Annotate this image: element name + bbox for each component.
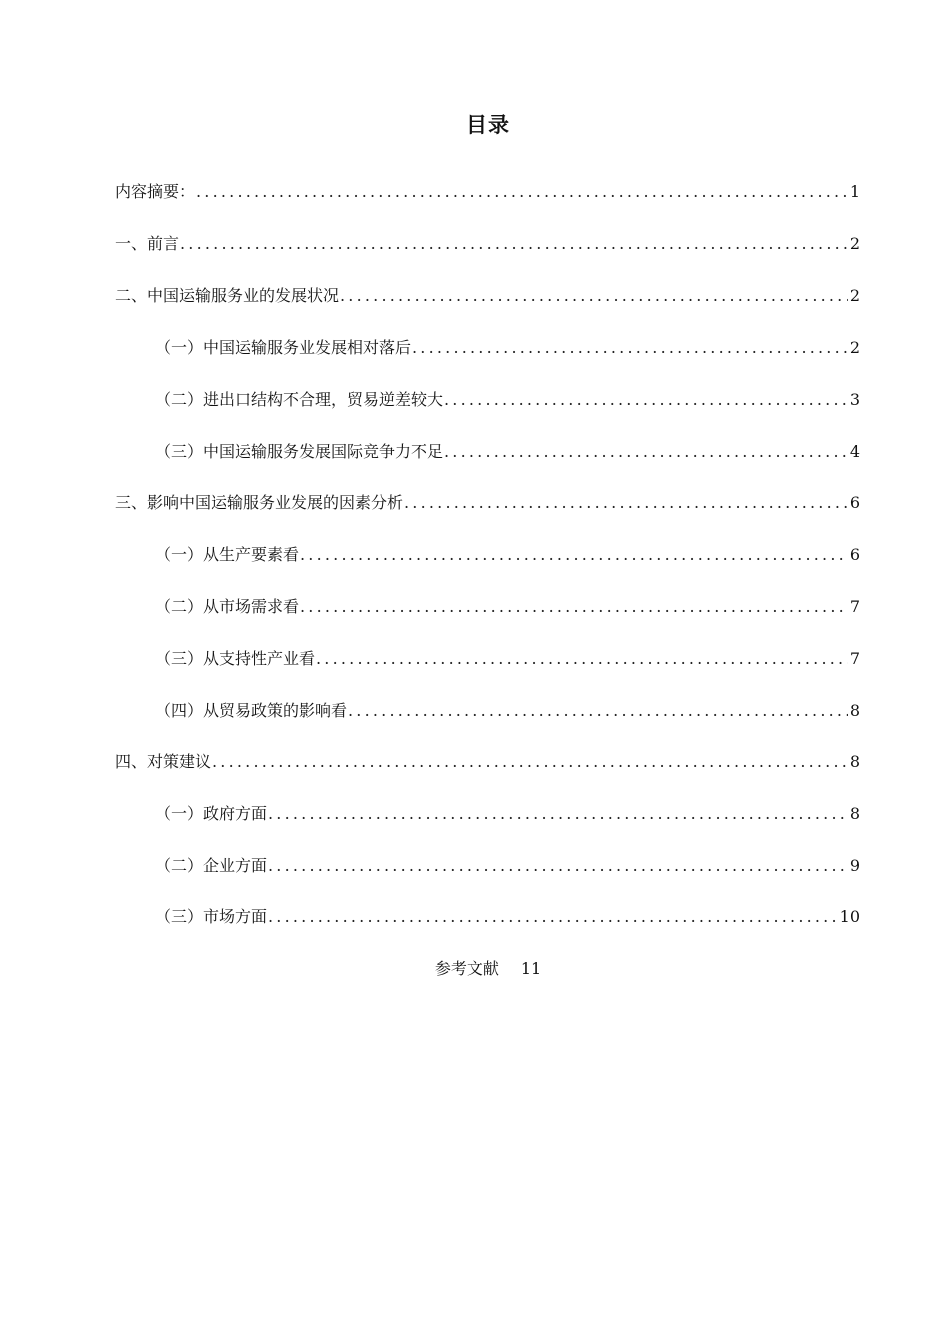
toc-page-number: 7	[849, 649, 860, 668]
toc-entry-section-4-3[interactable]	[155, 900, 860, 934]
toc-entry-text: （一）政府方面	[155, 804, 268, 823]
toc-entry-references[interactable]	[0, 955, 950, 983]
toc-dot-leader	[412, 331, 848, 365]
toc-dot-leader	[268, 797, 848, 831]
toc-entry-section-2-1[interactable]	[155, 331, 860, 365]
toc-page-number: 8	[849, 701, 860, 720]
page-title: 目录	[466, 113, 510, 137]
toc-page-number: 4	[849, 442, 860, 461]
toc-entry-text: （一）中国运输服务业发展相对落后	[155, 338, 412, 357]
toc-dot-leader	[316, 642, 848, 676]
toc-page-number: 8	[849, 752, 860, 771]
toc-entry-section-3-1[interactable]	[155, 538, 860, 572]
toc-entry-section-4-2[interactable]	[155, 849, 860, 883]
toc-dot-leader	[300, 538, 848, 572]
toc-page-number: 6	[849, 493, 860, 512]
toc-page-number: 2	[849, 234, 860, 253]
toc-dot-leader	[340, 279, 848, 313]
toc-page-number: 3	[849, 390, 860, 409]
toc-entry-text: （二）企业方面	[155, 856, 268, 875]
toc-entry-text: 内容摘要：	[115, 182, 196, 201]
toc-entry-section-3-2[interactable]	[155, 590, 860, 624]
toc-entry-section-2-2[interactable]	[155, 383, 860, 417]
toc-dot-leader	[212, 745, 848, 779]
toc-entry-section-3-3[interactable]	[155, 642, 860, 676]
toc-dot-leader	[404, 486, 848, 520]
toc-entry-section-2-3[interactable]	[155, 435, 860, 469]
toc-entry-text: （二）进出口结构不合理，贸易逆差较大	[155, 390, 444, 409]
toc-page-number: 7	[849, 597, 860, 616]
toc-entry-text: （三）中国运输服务发展国际竞争力不足	[155, 442, 444, 461]
toc-entry-section-4[interactable]	[115, 745, 860, 779]
toc-entry-text: （三）市场方面	[155, 907, 268, 926]
toc-page-number: 1	[849, 182, 860, 201]
toc-entry-text: 二、中国运输服务业的发展状况	[115, 286, 340, 305]
toc-dot-leader	[196, 175, 848, 209]
toc-dot-leader	[268, 900, 838, 934]
toc-entry-text: （二）从市场需求看	[155, 597, 300, 616]
toc-page-number: 2	[849, 338, 860, 357]
references-label: 参考文献	[434, 959, 499, 978]
toc-page-number: 6	[849, 545, 860, 564]
toc-page-number: 10	[839, 907, 860, 926]
toc-page-number: 2	[849, 286, 860, 305]
toc-dot-leader	[300, 590, 848, 624]
toc-entry-text: （四）从贸易政策的影响看	[155, 701, 348, 720]
toc-dot-leader	[444, 435, 848, 469]
toc-entry-text: （三）从支持性产业看	[155, 649, 316, 668]
toc-entry-text: 一、前言	[115, 234, 180, 253]
toc-dot-leader	[180, 227, 848, 261]
toc-entry-text: 三、影响中国运输服务业发展的因素分析	[115, 493, 404, 512]
toc-entry-preface[interactable]	[115, 227, 860, 261]
toc-page-number: 8	[849, 804, 860, 823]
toc-entry-abstract[interactable]	[115, 175, 860, 209]
toc-dot-leader	[348, 694, 848, 728]
toc-entry-section-3-4[interactable]	[155, 694, 860, 728]
toc-page-number: 9	[849, 856, 860, 875]
toc-entry-section-4-1[interactable]	[155, 797, 860, 831]
toc-dot-leader	[268, 849, 848, 883]
toc-entry-section-2[interactable]	[115, 279, 860, 313]
toc-entry-section-3[interactable]	[115, 486, 860, 520]
toc-dot-leader	[444, 383, 848, 417]
references-page-number: 11	[520, 959, 542, 978]
toc-entry-text: 四、对策建议	[115, 752, 212, 771]
toc-entry-text: （一）从生产要素看	[155, 545, 300, 564]
